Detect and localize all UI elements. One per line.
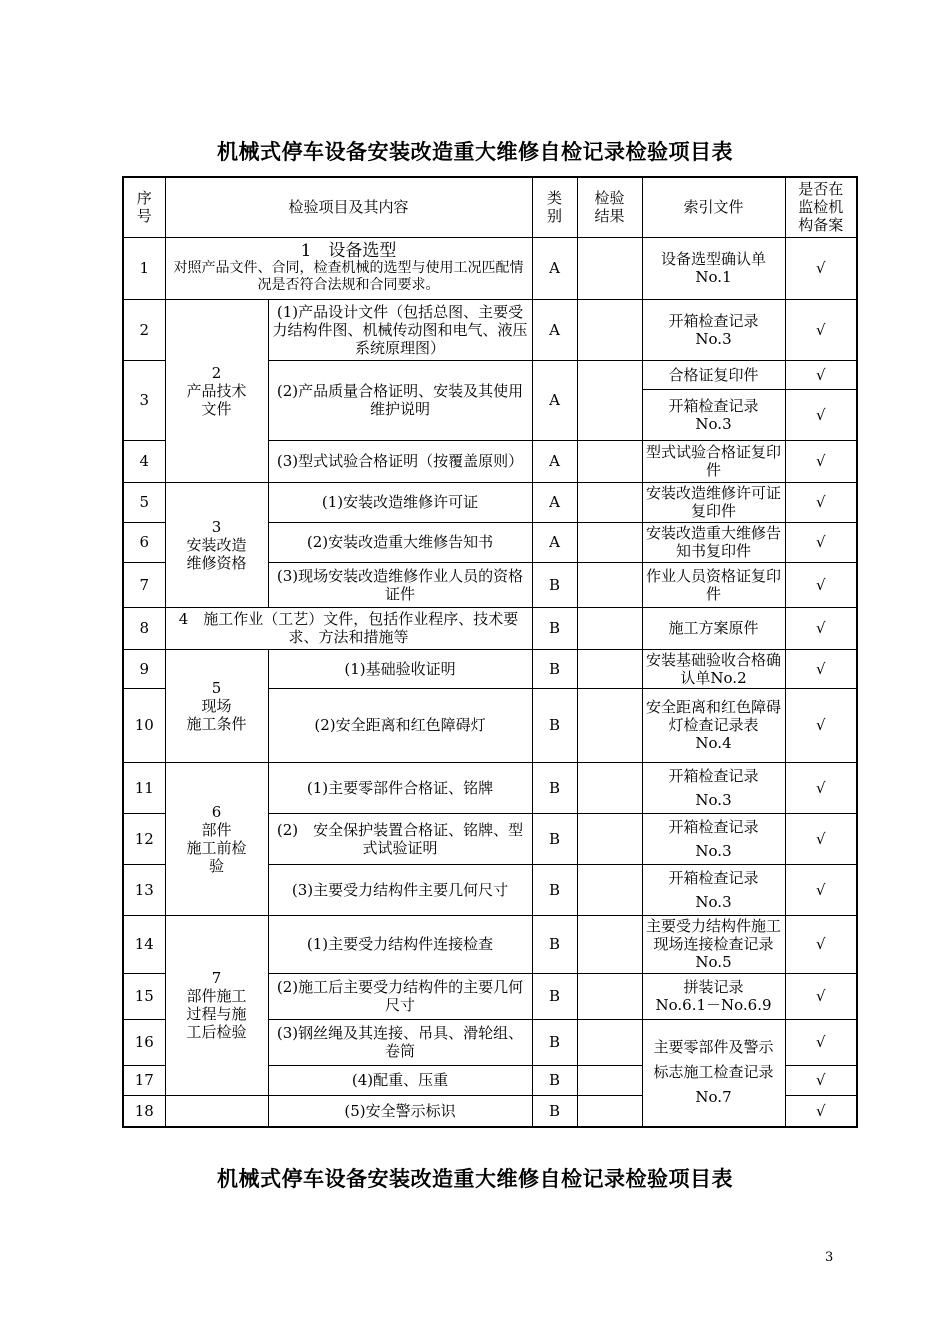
header-category: 类 别 — [532, 177, 577, 237]
row-seq: 7 — [123, 562, 165, 607]
row-category: B — [532, 1095, 577, 1127]
header-seq: 序 号 — [123, 177, 165, 237]
row-ref: 主要受力结构件施工现场连接检查记录No.5 — [642, 915, 785, 973]
row-result — [577, 440, 642, 482]
row-item: (2) 安全保护装置合格证、铭牌、型式试验证明 — [268, 813, 532, 864]
row-result — [577, 562, 642, 607]
row-check: √ — [785, 1065, 857, 1095]
table-row — [123, 482, 857, 522]
row-item: (5)安全警示标识 — [268, 1095, 532, 1127]
row-check: √ — [785, 973, 857, 1019]
page-title: 机械式停车设备安装改造重大维修自检记录检验项目表 — [217, 140, 733, 164]
row-result — [577, 688, 642, 762]
group-2-label: 2 产品技术 文件 — [165, 299, 268, 482]
row-check: √ — [785, 813, 857, 864]
row-result — [577, 360, 642, 440]
row-seq: 4 — [123, 440, 165, 482]
group-7-label: 7 部件施工 过程与施 工后检验 — [165, 915, 268, 1095]
row-check: √ — [785, 688, 857, 762]
row-check: √ — [785, 607, 857, 649]
row-result — [577, 299, 642, 360]
row-item: (2)安全距离和红色障碍灯 — [268, 688, 532, 762]
row-ref: 安装改造重大维修告知书复印件 — [642, 522, 785, 562]
group-4-item: 4 施工作业（工艺）文件，包括作业程序、技术要求、方法和措施等 — [165, 607, 532, 649]
row-ref: 开箱检查记录 No.3 — [642, 299, 785, 360]
row-item — [165, 237, 532, 299]
row-ref: 安全距离和红色障碍灯检查记录表 No.4 — [642, 688, 785, 762]
row-check: √ — [785, 915, 857, 973]
row-item: (1)基础验收证明 — [268, 649, 532, 688]
row-category: B — [532, 915, 577, 973]
table-header-row — [123, 177, 857, 237]
row-ref: 合格证复印件 — [642, 360, 785, 389]
row-item: (2)安装改造重大维修告知书 — [268, 522, 532, 562]
row-item: (1)产品设计文件（包括总图、主要受力结构件图、机械传动图和电气、液压系统原理图） — [268, 299, 532, 360]
row-check: √ — [785, 649, 857, 688]
row-seq: 17 — [123, 1065, 165, 1095]
group-3-label: 3 安装改造 维修资格 — [165, 482, 268, 607]
row-category: A — [532, 522, 577, 562]
row-check: √ — [785, 762, 857, 813]
row-check: √ — [785, 1019, 857, 1065]
row-item: (2)产品质量合格证明、安装及其使用维护说明 — [268, 360, 532, 440]
row-result — [577, 522, 642, 562]
row-seq: 13 — [123, 864, 165, 915]
row-result — [577, 237, 642, 299]
row-seq: 2 — [123, 299, 165, 360]
group-1-title: 1 设备选型 — [300, 241, 397, 261]
row-seq: 1 — [123, 237, 165, 299]
row-result — [577, 1065, 642, 1095]
row-ref: 施工方案原件 — [642, 607, 785, 649]
row-item: (3)型式试验合格证明（按覆盖原则） — [268, 440, 532, 482]
row-seq: 12 — [123, 813, 165, 864]
row-result — [577, 482, 642, 522]
row-result — [577, 864, 642, 915]
row-check: √ — [785, 299, 857, 360]
header-ref: 索引文件 — [642, 177, 785, 237]
row-item: (1)主要零部件合格证、铭牌 — [268, 762, 532, 813]
row-check: √ — [785, 440, 857, 482]
table-row — [123, 237, 857, 299]
row-item: (1)主要受力结构件连接检查 — [268, 915, 532, 973]
row-ref: 安装基础验收合格确认单No.2 — [642, 649, 785, 688]
table-row — [123, 762, 857, 813]
row-item: (1)安装改造维修许可证 — [268, 482, 532, 522]
header-filed: 是否在 监检机 构备案 — [785, 177, 857, 237]
row-group-empty — [165, 1095, 268, 1127]
row-ref: 拼装记录 No.6.1－No.6.9 — [642, 973, 785, 1019]
row-check: √ — [785, 360, 857, 389]
row-ref: 开箱检查记录 No.3 — [642, 389, 785, 440]
row-seq: 3 — [123, 360, 165, 440]
row-check: √ — [785, 482, 857, 522]
row-ref: 开箱检查记录 No.3 — [642, 864, 785, 915]
row-result — [577, 607, 642, 649]
row-category: A — [532, 360, 577, 440]
row-category: B — [532, 1019, 577, 1065]
row-seq: 15 — [123, 973, 165, 1019]
row-result — [577, 1019, 642, 1065]
row-seq: 9 — [123, 649, 165, 688]
row-ref: 作业人员资格证复印件 — [642, 562, 785, 607]
row-ref: 设备选型确认单 No.1 — [642, 237, 785, 299]
inspection-table — [122, 176, 858, 1128]
row-result — [577, 1095, 642, 1127]
row-seq: 11 — [123, 762, 165, 813]
page-number: 3 — [825, 1250, 834, 1265]
row-category: A — [532, 440, 577, 482]
row-result — [577, 762, 642, 813]
row-category: A — [532, 299, 577, 360]
row-item: (4)配重、压重 — [268, 1065, 532, 1095]
row-category: B — [532, 562, 577, 607]
row-category: B — [532, 864, 577, 915]
table-row — [123, 607, 857, 649]
row-ref: 主要零部件及警示 标志施工检查记录 No.7 — [642, 1019, 785, 1127]
table-row — [123, 299, 857, 360]
row-ref: 开箱检查记录 No.3 — [642, 813, 785, 864]
row-seq: 16 — [123, 1019, 165, 1065]
row-item: (3)钢丝绳及其连接、吊具、滑轮组、卷筒 — [268, 1019, 532, 1065]
row-item: (3)主要受力结构件主要几何尺寸 — [268, 864, 532, 915]
row-check: √ — [785, 237, 857, 299]
group-6-label: 6 部件 施工前检 验 — [165, 762, 268, 915]
row-seq: 6 — [123, 522, 165, 562]
row-ref: 安装改造维修许可证复印件 — [642, 482, 785, 522]
row-category: A — [532, 482, 577, 522]
row-result — [577, 649, 642, 688]
row-category: B — [532, 688, 577, 762]
row-seq: 18 — [123, 1095, 165, 1127]
row-category: B — [532, 607, 577, 649]
row-seq: 5 — [123, 482, 165, 522]
table-row — [123, 915, 857, 973]
row-check: √ — [785, 389, 857, 440]
row-category: B — [532, 813, 577, 864]
table-row — [123, 649, 857, 688]
row-check: √ — [785, 864, 857, 915]
row-category: B — [532, 762, 577, 813]
row-result — [577, 973, 642, 1019]
row-category: B — [532, 973, 577, 1019]
header-item: 检验项目及其内容 — [165, 177, 532, 237]
page-title-repeat: 机械式停车设备安装改造重大维修自检记录检验项目表 — [217, 1167, 733, 1191]
group-1-desc: 对照产品文件、合同，检查机械的选型与使用工况匹配情况是否符合法规和合同要求。 — [173, 260, 524, 293]
row-result — [577, 915, 642, 973]
row-check: √ — [785, 1095, 857, 1127]
group-5-label: 5 现场 施工条件 — [165, 649, 268, 762]
row-check: √ — [785, 522, 857, 562]
row-seq: 8 — [123, 607, 165, 649]
row-seq: 14 — [123, 915, 165, 973]
row-category: B — [532, 1065, 577, 1095]
row-item: (3)现场安装改造维修作业人员的资格证件 — [268, 562, 532, 607]
row-item: (2)施工后主要受力结构件的主要几何尺寸 — [268, 973, 532, 1019]
row-category: B — [532, 649, 577, 688]
row-ref: 开箱检查记录 No.3 — [642, 762, 785, 813]
row-ref: 型式试验合格证复印件 — [642, 440, 785, 482]
row-result — [577, 813, 642, 864]
row-seq: 10 — [123, 688, 165, 762]
header-result: 检验 结果 — [577, 177, 642, 237]
row-check: √ — [785, 562, 857, 607]
row-category: A — [532, 237, 577, 299]
